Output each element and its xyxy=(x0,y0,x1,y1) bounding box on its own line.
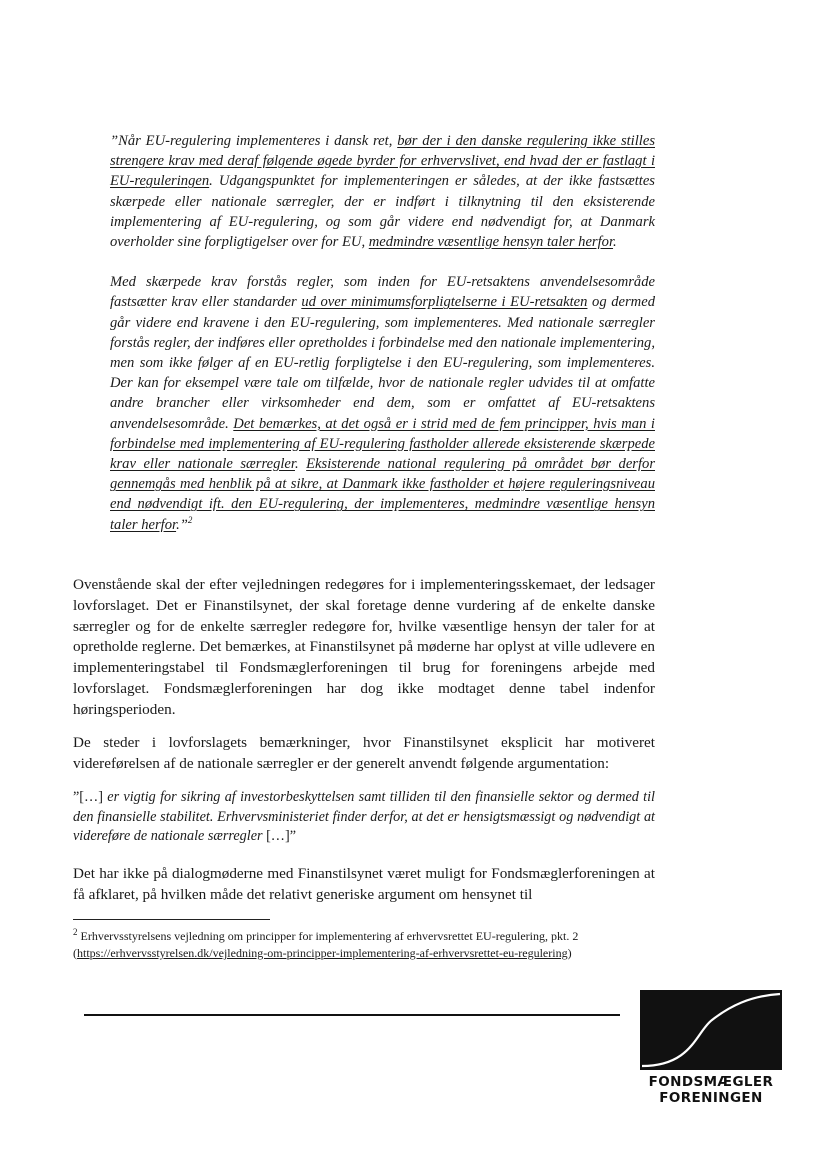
quote-text: ”[…] xyxy=(73,789,108,805)
quote-text: . xyxy=(294,456,307,473)
footnote-divider xyxy=(73,919,270,920)
footnote-link[interactable]: https://erhvervsstyrelsen.dk/vejledning-om-principper-implementering-af-erhvervsrettet-eu-regulering xyxy=(77,946,568,960)
fondsmaeglerforeningen-logo xyxy=(640,990,782,1106)
logo-mark-icon xyxy=(640,990,782,1070)
quote-text: Med skærpede krav forstås regler, som inden for EU-retsaktens anvendelsesområde fastsætter krav eller standarder xyxy=(110,274,655,311)
body-paragraph-1 xyxy=(73,575,655,721)
quote-text: ”Når EU-regulering implementeres i dansk ret, xyxy=(110,133,398,149)
body-paragraph-3 xyxy=(73,864,655,906)
footnote xyxy=(73,928,663,962)
quote-underlined-text: Eksisterende national regulering på området bør derfor gennemgås med henblik på at sikre, at Danmark ikke fastholder et højere reguleringsniveau end nødvendigt ift. den EU-regulering, der implementeres, medmindre væsentlige hensyn taler herfor xyxy=(110,456,656,533)
quote-text: .” xyxy=(176,516,188,533)
quote-paragraph-1 xyxy=(110,131,655,252)
quote-text: . Udgangspunktet for implementeringen er således, at der ikke fastsættes skærpede eller nationale særregler, der er indført i tilknytning til den eksisterende implementering af EU-regulering, og som går videre end nødvendigt for, at Danmark overholder sine forpligtigelser over for EU, xyxy=(110,173,655,251)
paragraph-text: Det har ikke på dialogmøderne med Finanstilsynet været muligt for Fondsmæglerforeningen at få afklaret, på hvilken måde det relativt generiske argument om hensynet til xyxy=(73,865,655,903)
body-paragraph-2 xyxy=(73,733,655,775)
argument-quote xyxy=(73,788,655,847)
quote-underlined-text: bør der i den danske regulering ikke stilles strengere krav med deraf følgende øgede byrder for erhvervslivet, end hvad der er fastlagt i EU-reguleringen xyxy=(110,133,655,190)
footnote-text: Erhvervsstyrelsens vejledning om principper for implementering af erhvervsrettet EU-regulering, pkt. 2 ( xyxy=(73,929,579,960)
quote-underlined-text: Det bemærkes, at det også er i strid med de fem principper, hvis man i forbindelse med implementering af EU-regulering fastholder allerede eksisterende skærpede krav eller nationale særregler xyxy=(110,415,655,473)
paragraph-text: De steder i lovforslagets bemærkninger, hvor Finanstilsynet eksplicit har motiveret videreførelsen af de nationale særregler er der generelt anvendt følgende argumentation: xyxy=(73,734,655,772)
footnote-reference[interactable]: 2 xyxy=(187,514,193,525)
quote-text: […]” xyxy=(266,828,297,844)
quote-text: . xyxy=(613,234,617,251)
footnote-number: 2 xyxy=(73,927,78,937)
quote-paragraph-2 xyxy=(110,272,655,535)
logo-text-line-1: FONDSMÆGLER xyxy=(648,1074,774,1090)
quote-text: og dermed går videre end kravene i den EU-regulering, som implementeres. Med nationale særregler forstås regler, der indføres eller opretholdes i forbindelse med den nationale implementering, men som ikke følger af en EU-retlig forpligtelse i den EU-regulering, som implementeres. Der kan for eksempel være tale om tilfælde, hvor de nationale regler udvides til at omfatte andre brancher eller virksomheder end dem, som er omfattet af EU-retsaktens anvendelsesområde. xyxy=(110,294,655,432)
guideline-quote xyxy=(110,131,655,535)
logo-text xyxy=(640,1074,782,1106)
quote-underlined-text: ud over minimumsforpligtelserne i EU-retsakten xyxy=(301,294,588,311)
quote-underlined-text: medmindre væsentlige hensyn taler herfor xyxy=(368,234,614,251)
paragraph-text: Ovenstående skal der efter vejledningen redegøres for i implementeringsskemaet, der ledsager lovforslaget. Det er Finanstilsynet, der skal foretage denne vurdering af de enkelte danske særregler og for de enkelte særregler redegøre for, hvilke væsentlige hensyn der taler for at opretholde reglerne. Det bemærkes, at Finanstilsynet på møderne har oplyst at ville udlevere en implementeringstabel til Fondsmæglerforeningen til brug for foreningens arbejde med lovforslaget. Fondsmæglerforeningen har dog ikke modtaget denne tabel indenfor høringsperioden. xyxy=(73,576,655,718)
logo-text-line-2: FORENINGEN xyxy=(659,1090,763,1106)
footnote-text: ) xyxy=(567,946,572,960)
footer-divider xyxy=(84,1014,620,1016)
quote-text: er vigtig for sikring af investorbeskyttelsen samt tilliden til den finansielle sektor og dermed til den finansielle stabilitet. Erhvervsministeriet finder derfor, at det er hensigtsmæssigt og nødvendigt at videreføre de nationale særregler xyxy=(73,789,656,844)
